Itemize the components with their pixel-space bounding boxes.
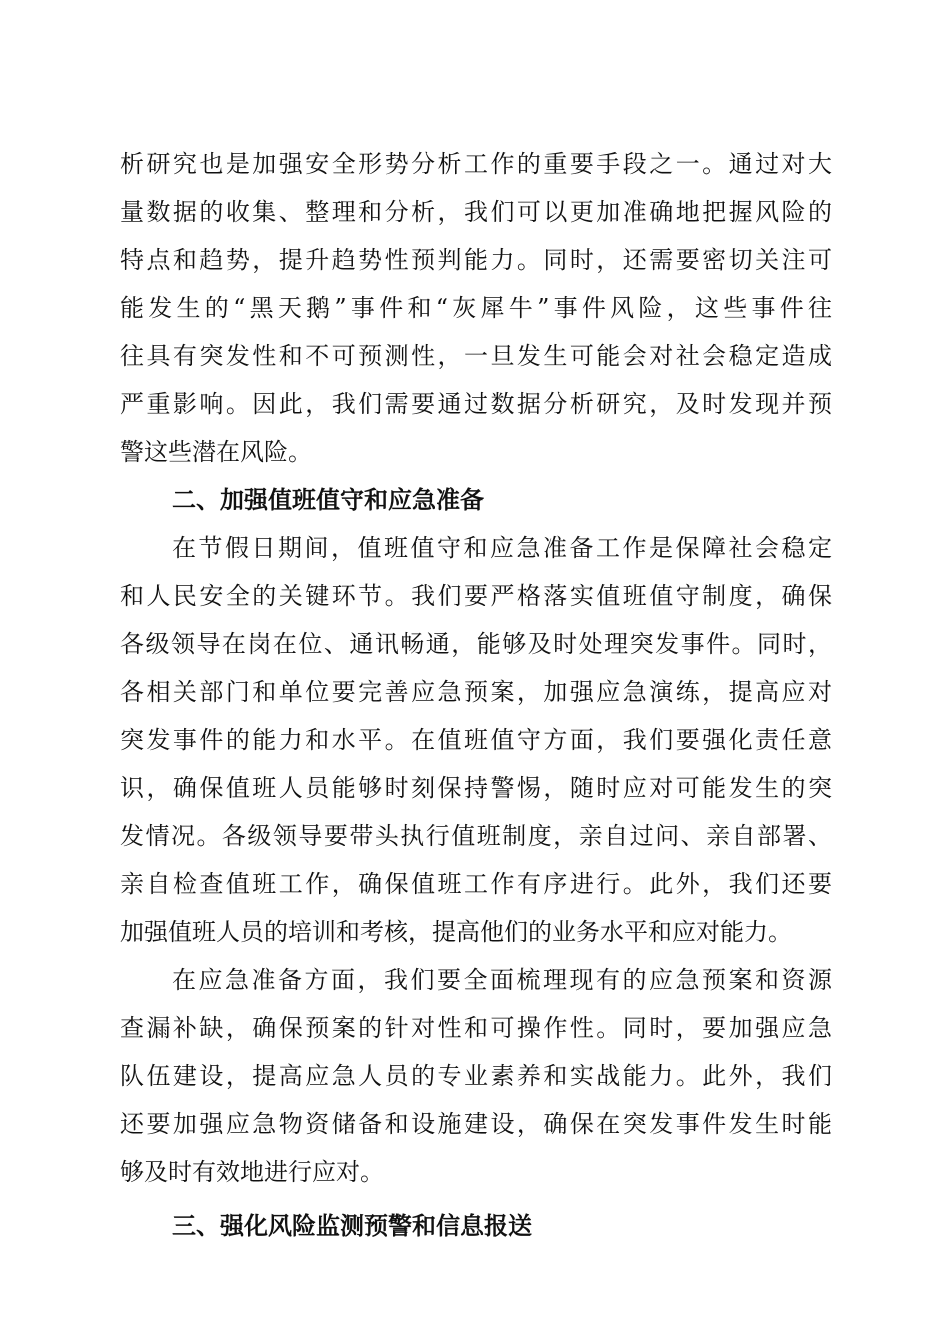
text-line: 突发事件的能力和水平。在值班值守方面，我们要强化责任意 [120,726,832,754]
text-line: 和人民安全的关键环节。我们要严格落实值班值守制度，确保 [120,582,832,610]
text-line: 各相关部门和单位要完善应急预案，加强应急演练，提高应对 [120,678,832,706]
text-line: 在应急准备方面，我们要全面梳理现有的应急预案和资源 [172,966,832,994]
text-line: 亲自检查值班工作，确保值班工作有序进行。此外，我们还要 [120,870,832,898]
paragraph-continued [120,140,832,476]
document-body [120,140,832,1250]
text-line: 特点和趋势，提升趋势性预判能力。同时，还需要密切关注可 [120,246,832,274]
text-line: 够及时有效地进行应对。 [120,1158,384,1186]
section-two-paragraph-2 [120,956,832,1196]
text-line: 加强值班人员的培训和考核，提高他们的业务水平和应对能力。 [120,918,792,946]
text-line: 量数据的收集、整理和分析，我们可以更加准确地把握风险的 [120,198,832,226]
text-line: 队伍建设，提高应急人员的专业素养和实战能力。此外，我们 [120,1062,832,1090]
text-line: 析研究也是加强安全形势分析工作的重要手段之一。通过对大 [120,150,832,178]
text-line: 能发生的“黑天鹅”事件和“灰犀牛”事件风险，这些事件往 [120,294,832,322]
text-line: 查漏补缺，确保预案的针对性和可操作性。同时，要加强应急 [120,1014,832,1042]
text-line: 警这些潜在风险。 [120,438,312,466]
section-three-heading: 三、强化风险监测预警和信息报送 [172,1212,532,1240]
section-two-heading: 二、加强值班值守和应急准备 [172,486,484,514]
text-line: 发情况。各级领导要带头执行值班制度，亲自过问、亲自部署、 [120,822,832,850]
text-line: 还要加强应急物资储备和设施建设，确保在突发事件发生时能 [120,1110,832,1138]
section-two-paragraph-1 [120,524,832,956]
text-line: 在节假日期间，值班值守和应急准备工作是保障社会稳定 [172,534,832,562]
text-line: 严重影响。因此，我们需要通过数据分析研究，及时发现并预 [120,390,832,418]
text-line: 往具有突发性和不可预测性，一旦发生可能会对社会稳定造成 [120,342,832,370]
text-line: 识，确保值班人员能够时刻保持警惕，随时应对可能发生的突 [120,774,832,802]
text-line: 各级领导在岗在位、通讯畅通，能够及时处理突发事件。同时， [120,630,832,658]
